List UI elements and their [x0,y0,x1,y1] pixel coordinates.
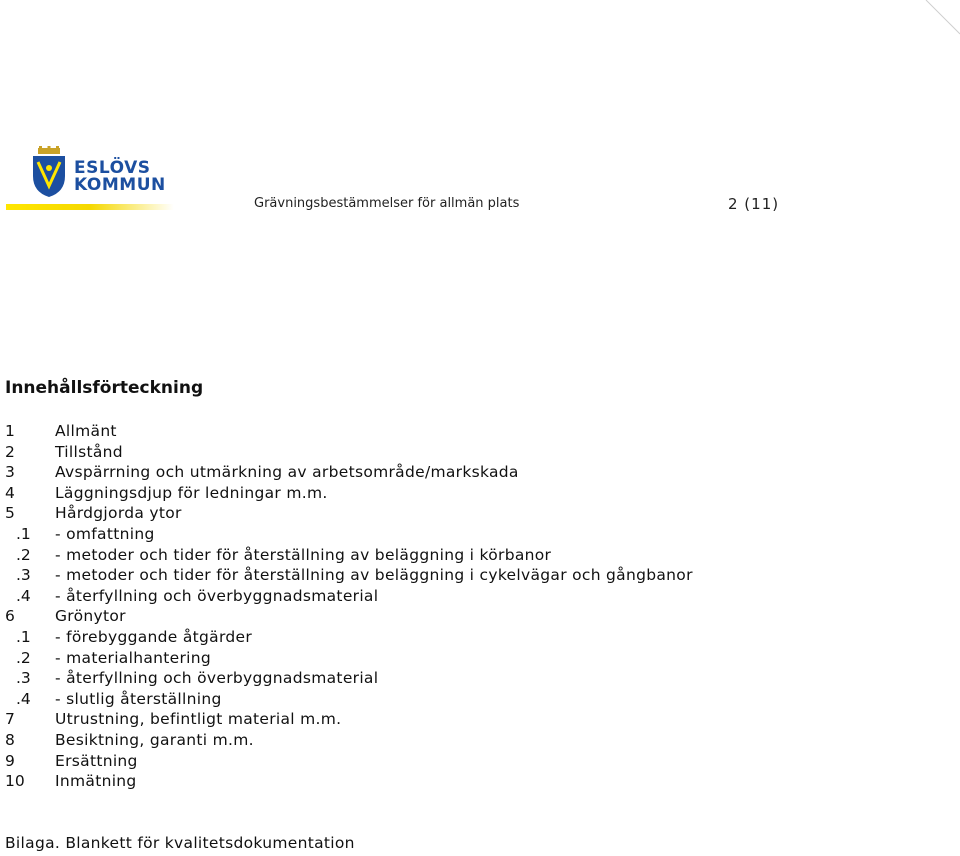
toc-item-text: Allmänt [55,422,117,440]
toc-item-number: .4 [16,689,31,708]
appendix-line: Bilaga. Blankett för kvalitetsdokumentation [5,834,355,852]
toc-item [5,689,905,710]
toc-item-number: .3 [16,566,31,585]
toc-item [5,586,905,607]
toc-item-text: Tillstånd [55,442,123,461]
logo-wordmark [74,160,166,194]
toc-item-number: 5 [5,504,15,523]
toc-item-text: - metoder och tider för återställning av beläggning i körbanor [55,545,552,564]
corner-line-mark [920,0,960,40]
toc-item [5,668,905,689]
toc-item-number: .2 [16,545,31,564]
eslovs-kommun-logo [6,146,174,212]
municipal-crest-icon [30,146,68,198]
toc-item-number: .1 [16,627,31,646]
toc-item-number: 8 [5,730,15,749]
toc-item-number: 2 [5,442,15,461]
toc-item-text: Utrustning, befintligt material m.m. [55,710,342,729]
toc-item-text: Hårdgjorda ytor [55,504,182,523]
toc-item-text: Grönytor [55,607,126,626]
toc-item-number: 1 [5,422,15,440]
toc-item-text: Besiktning, garanti m.m. [55,730,254,749]
toc-item [5,606,905,627]
toc-item-text: - återfyllning och överbyggnadsmaterial [55,669,379,688]
toc-item [5,627,905,648]
toc-item-number: .2 [16,648,31,667]
toc-item [5,421,905,442]
toc-item [5,442,905,463]
toc-item [5,503,905,524]
document-title: Grävningsbestämmelser för allmän plats [254,196,520,211]
toc-item-text: - metoder och tider för återställning av beläggning i cykelvägar och gångbanor [55,566,693,585]
toc-item-number: .1 [16,524,31,543]
toc-item [5,462,905,483]
toc-item-text: Ersättning [55,751,138,770]
toc-item-text: Inmätning [55,772,137,791]
toc-item-number: 3 [5,463,15,482]
toc-item-text: - återfyllning och överbyggnadsmaterial [55,586,379,605]
toc-item-number: 9 [5,751,15,770]
toc-heading: Innehållsförteckning [5,378,204,398]
toc-item [5,545,905,566]
logo-yellow-underline [6,204,174,210]
toc-item-number: 7 [5,710,15,729]
toc-item-text: - slutlig återställning [55,689,222,708]
toc-item [5,524,905,545]
toc-item [5,751,905,772]
toc-item [5,565,905,586]
toc-item-text: - omfattning [55,524,155,543]
page-indicator: 2 (11) [728,195,780,213]
toc-item-number: .4 [16,586,31,605]
logo-line-2: KOMMUN [74,175,166,195]
table-of-contents [5,421,905,792]
toc-item-number: 4 [5,483,15,502]
toc-item [5,483,905,504]
toc-item-text: Avspärrning och utmärkning av arbetsområde/markskada [55,463,519,482]
toc-item-text: - förebyggande åtgärder [55,627,253,646]
toc-item [5,771,905,792]
toc-item [5,709,905,730]
toc-item-number: .3 [16,669,31,688]
toc-item [5,730,905,751]
toc-item [5,648,905,669]
toc-item-number: 10 [5,772,25,791]
toc-item-number: 6 [5,607,15,626]
logo-line-1: ESLÖVS [74,158,151,178]
toc-item-text: Läggningsdjup för ledningar m.m. [55,483,328,502]
toc-item-text: - materialhantering [55,648,212,667]
